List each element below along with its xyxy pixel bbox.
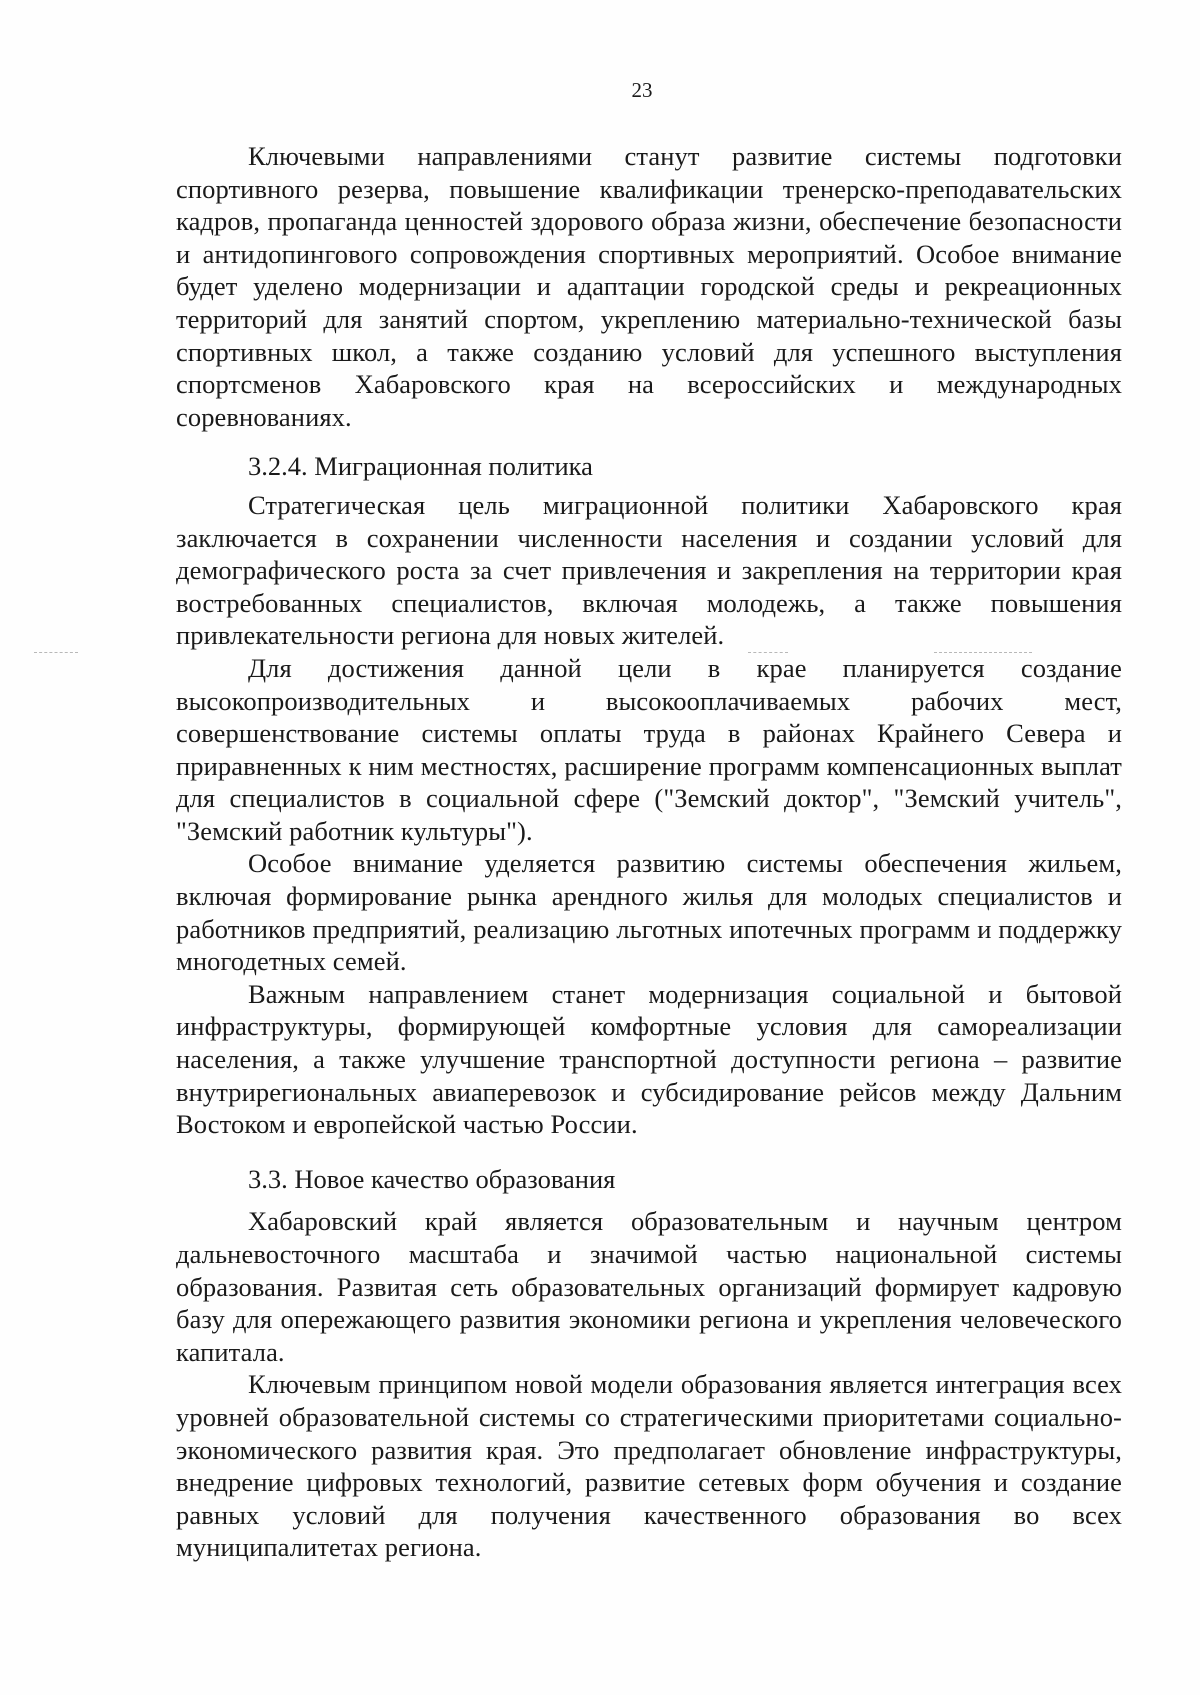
paragraph-migration-goal: Стратегическая цель миграционной политики Хабаровского края заключается в сохранении численности населения и создании условий для демографического роста за счет привлечения и закрепления на территории края востребованных специалистов, включая молодежь, а также повышения привлекательности региона для новых жителей. [176, 489, 1122, 651]
paragraph-migration-infrastructure: Важным направлением станет модернизация социальной и бытовой инфраструктуры, формирующей комфортные условия для самореализации населения, а также улучшение транспортной доступности региона – развитие внутрирегиональных авиаперевозок и субсидирование рейсов между Дальним Востоком и европейской частью России. [176, 978, 1122, 1140]
paragraph-migration-jobs: Для достижения данной цели в крае планируется создание высокопроизводительных и высокооплачиваемых рабочих мест, совершенствование системы оплаты труда в районах Крайнего Севера и приравненных к ним местностях, расширение программ компенсационных выплат для специалистов в социальной сфере ("Земский доктор", "Земский учитель", "Земский работник культуры"). [176, 652, 1122, 846]
page-number: 23 [631, 78, 653, 102]
paragraph-migration-housing: Особое внимание уделяется развитию системы обеспечения жильем, включая формирование рынка арендного жилья для молодых специалистов и работников предприятий, реализацию льготных ипотечных программ и поддержку многодетных семей. [176, 848, 1122, 977]
paragraph-sports-directions: Ключевыми направлениями станут развитие системы подготовки спортивного резерва, повышение квалификации тренерско-преподавательских кадров, пропаганда ценностей здорового образа жизни, обеспечение безопасности и антидопингового сопровождения спортивных мероприятий. Особое внимание будет уделено модернизации и адаптации городской среды и рекреационных территорий для занятий спортом, укреплению материально-технической базы спортивных школ, а также созданию условий для успешного выступления спортсменов Хабаровского края на всероссийских и международных соревнованиях. [176, 141, 1122, 432]
section-heading-education: 3.3. Новое качество образования [248, 1163, 616, 1194]
section-heading-migration: 3.2.4. Миграционная политика [248, 451, 593, 482]
paragraph-education-center: Хабаровский край является образовательным и научным центром дальневосточного масштаба и значимой частью национальной системы образования. Развитая сеть образовательных организаций формирует кадровую базу для опережающего развития экономики региона и укрепления человеческого капитала. [176, 1206, 1122, 1367]
paragraph-education-model: Ключевым принципом новой модели образования является интеграция всех уровней образовательной системы со стратегическими приоритетами социально-экономического развития края. Это предполагает обновление инфраструктуры, внедрение цифровых технологий, развитие сетевых форм обучения и создание равных условий для получения качественного образования во всех муниципалитетах региона. [176, 1369, 1122, 1563]
document-body [176, 140, 1122, 1564]
scan-artifact-line-left [34, 652, 78, 653]
